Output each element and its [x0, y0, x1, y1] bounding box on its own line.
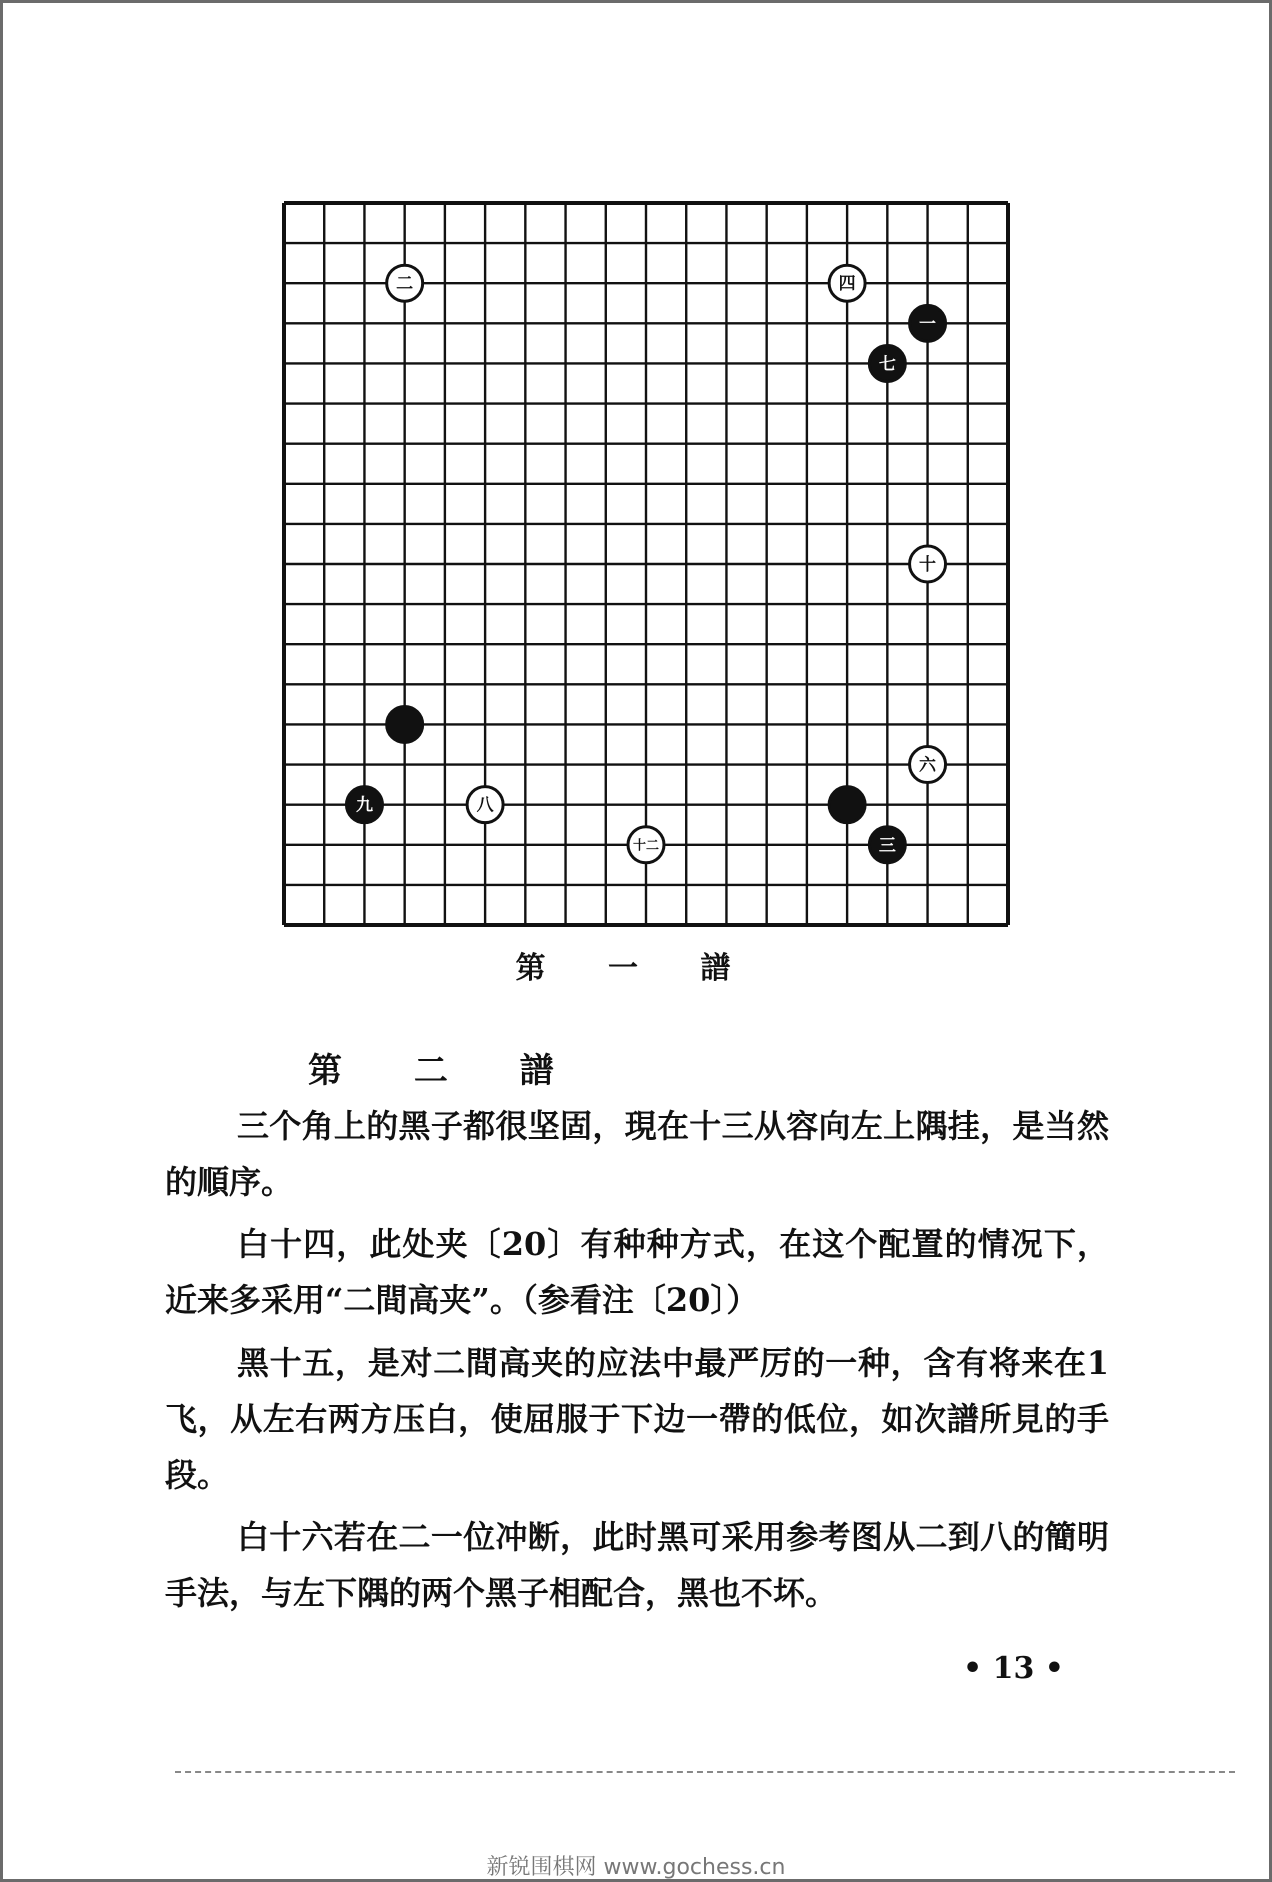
white-stone	[910, 546, 946, 582]
page-number: • 13 •	[963, 1651, 1064, 1686]
black-stone	[829, 787, 865, 823]
white-stone	[467, 787, 503, 823]
black-stone	[387, 706, 423, 742]
black-stone	[869, 345, 905, 381]
white-stone	[910, 747, 946, 783]
footer-rule	[175, 1771, 1235, 1773]
paragraph-3: 黑十五，是对二間高夹的应法中最严厉的一种，含有将来在1飞，从左右两方压白，使屈服于下边一帶的低位，如次譜所見的手段。	[165, 1344, 1109, 1494]
white-stone	[628, 827, 664, 863]
stone-move-label: 十二	[632, 838, 660, 854]
go-board-figure	[3, 3, 1269, 942]
black-stone	[346, 787, 382, 823]
stone-move-label: 七	[878, 354, 896, 375]
stone-disc	[387, 706, 423, 742]
white-stone	[387, 265, 423, 301]
white-stone	[829, 265, 865, 301]
black-stone	[869, 827, 905, 863]
black-stone	[910, 305, 946, 341]
figure-caption: 第 一 譜	[515, 951, 757, 986]
section-title: 第 二 譜	[308, 1051, 584, 1091]
book-page	[3, 3, 1269, 1879]
stone-move-label: 六	[919, 755, 937, 776]
stone-move-label: 四	[838, 274, 856, 295]
stone-move-label: 一	[919, 314, 937, 335]
board-grid	[284, 203, 1008, 925]
paragraph-1: 三个角上的黑子都很坚固，現在十三从容向左上隅挂，是当然的順序。	[165, 1107, 1109, 1201]
stone-move-label: 十	[919, 555, 937, 575]
paragraph-4: 白十六若在二一位冲断，此时黑可采用参考图从二到八的簡明手法，与左下隅的两个黑子相配合，黑也不坏。	[165, 1518, 1109, 1612]
stone-move-label: 三	[878, 835, 896, 856]
stone-move-label: 九	[355, 795, 373, 816]
stone-move-label: 二	[396, 274, 414, 295]
go-board	[3, 3, 1269, 938]
paragraph-2: 白十四，此处夹〔20〕有种种方式，在这个配置的情况下，近来多采用“二間高夹”。（参看注〔20〕）	[165, 1225, 1109, 1319]
stone-disc	[829, 787, 865, 823]
stone-move-label: 八	[476, 795, 494, 816]
site-watermark: 新锐围棋网 www.gochess.cn	[486, 1855, 786, 1880]
